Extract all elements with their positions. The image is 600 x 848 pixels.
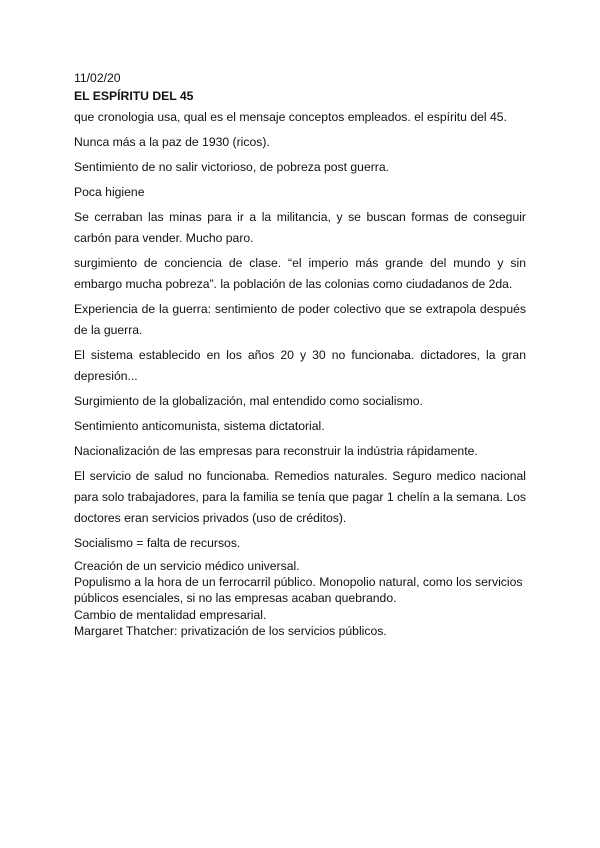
document-page (74, 70, 526, 639)
paragraph: que cronologia usa, qual es el mensaje conceptos empleados. el espíritu del 45. (74, 110, 507, 124)
paragraph: El servicio de salud no funcionaba. Remedios naturales. Seguro medico nacional para solo trabajadores, para la familia se tenía que pagar 1 chelín a la semana. Los doctores eran servicios privados (uso de créditos). (74, 469, 526, 525)
paragraph: Nacionalización de las empresas para reconstruir la indústria rápidamente. (74, 444, 478, 458)
paragraph: surgimiento de conciencia de clase. “el imperio más grande del mundo y sin embargo mucha pobreza”. la población de las colonias como ciudadanos de 2da. (74, 256, 526, 291)
tight-line: Margaret Thatcher: privatización de los servicios públicos. (74, 623, 387, 638)
paragraph: Experiencia de la guerra: sentimiento de poder colectivo que se extrapola después de la guerra. (74, 302, 526, 337)
tight-line: Cambio de mentalidad empresarial. (74, 607, 267, 622)
document-title: EL ESPÍRITU DEL 45 (74, 89, 194, 103)
paragraph: Se cerraban las minas para ir a la militancia, y se buscan formas de conseguir carbón para vender. Mucho paro. (74, 210, 526, 245)
tight-line: Populismo a la hora de un ferrocarril público. Monopolio natural, como los servicios públicos esenciales, si no las empresas acaban quebrando. (74, 575, 523, 606)
paragraph: Poca higiene (74, 185, 145, 199)
paragraph: Sentimiento anticomunista, sistema dictatorial. (74, 419, 325, 433)
paragraph: Nunca más a la paz de 1930 (ricos). (74, 135, 270, 149)
paragraph: Sentimiento de no salir victorioso, de pobreza post guerra. (74, 160, 390, 174)
document-date: 11/02/20 (74, 71, 121, 85)
paragraph: El sistema establecido en los años 20 y 30 no funcionaba. dictadores, la gran depresión... (74, 348, 526, 383)
paragraph: Surgimiento de la globalización, mal entendido como socialismo. (74, 394, 423, 408)
paragraph: Socialismo = falta de recursos. (74, 536, 241, 550)
tight-line: Creación de un servicio médico universal. (74, 559, 300, 573)
